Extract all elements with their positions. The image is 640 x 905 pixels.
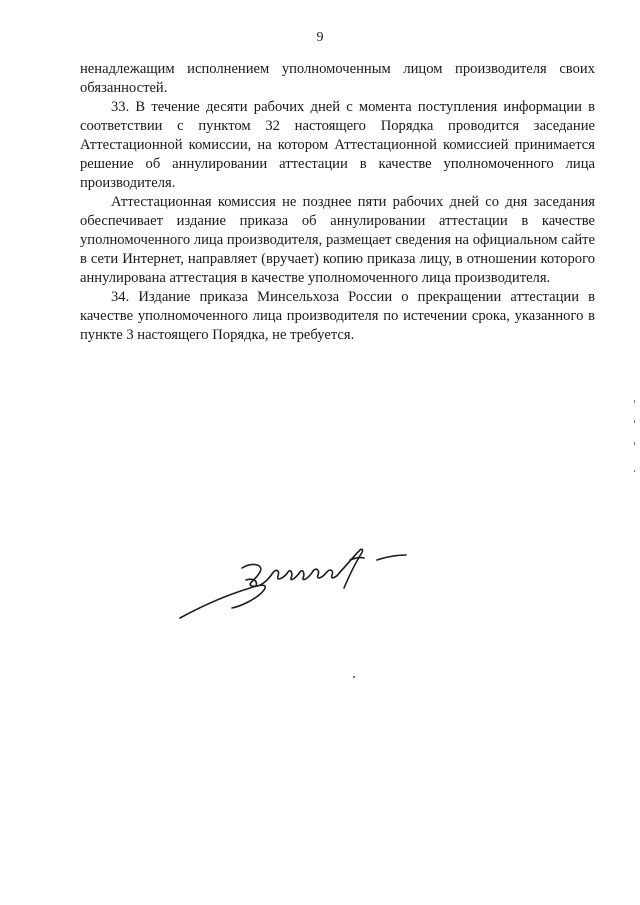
scan-speck [634,470,635,472]
paragraph-continuation: ненадлежащим исполнением уполномоченным лицом производителя своих обязанностей. [80,61,595,96]
paragraph-item-33: 33. В течение десяти рабочих дней с момента поступления информации в соответствии с пунктом 32 настоящего Порядка проводится заседание Аттестационной комиссии, на котором Аттестационной комиссией принимается решение об аннулировании аттестации в качестве уполномоченного лица производителя. [80,99,595,191]
scan-speck [353,676,355,678]
page-number: 9 [316,30,324,45]
scan-speck [634,420,635,423]
handwritten-signature [172,540,412,630]
paragraph-item-34: 34. Издание приказа Минсельхоза России о прекращении аттестации в качестве уполномоченного лица производителя по истечении срока, указанного в пункте 3 настоящего Порядка, не требуется. [80,289,595,343]
scan-speck [634,400,635,403]
scan-speck [634,442,635,445]
document-body [80,60,595,345]
paragraph-commission-order: Аттестационная комиссия не позднее пяти рабочих дней со дня заседания обеспечивает издание приказа об аннулировании аттестации в качестве уполномоченного лица производителя, размещает сведения на официальном сайте в сети Интернет, направляет (вручает) копию приказа лицу, в отношении которого аннулирована аттестация в качестве уполномоченного лица производителя. [80,194,595,286]
